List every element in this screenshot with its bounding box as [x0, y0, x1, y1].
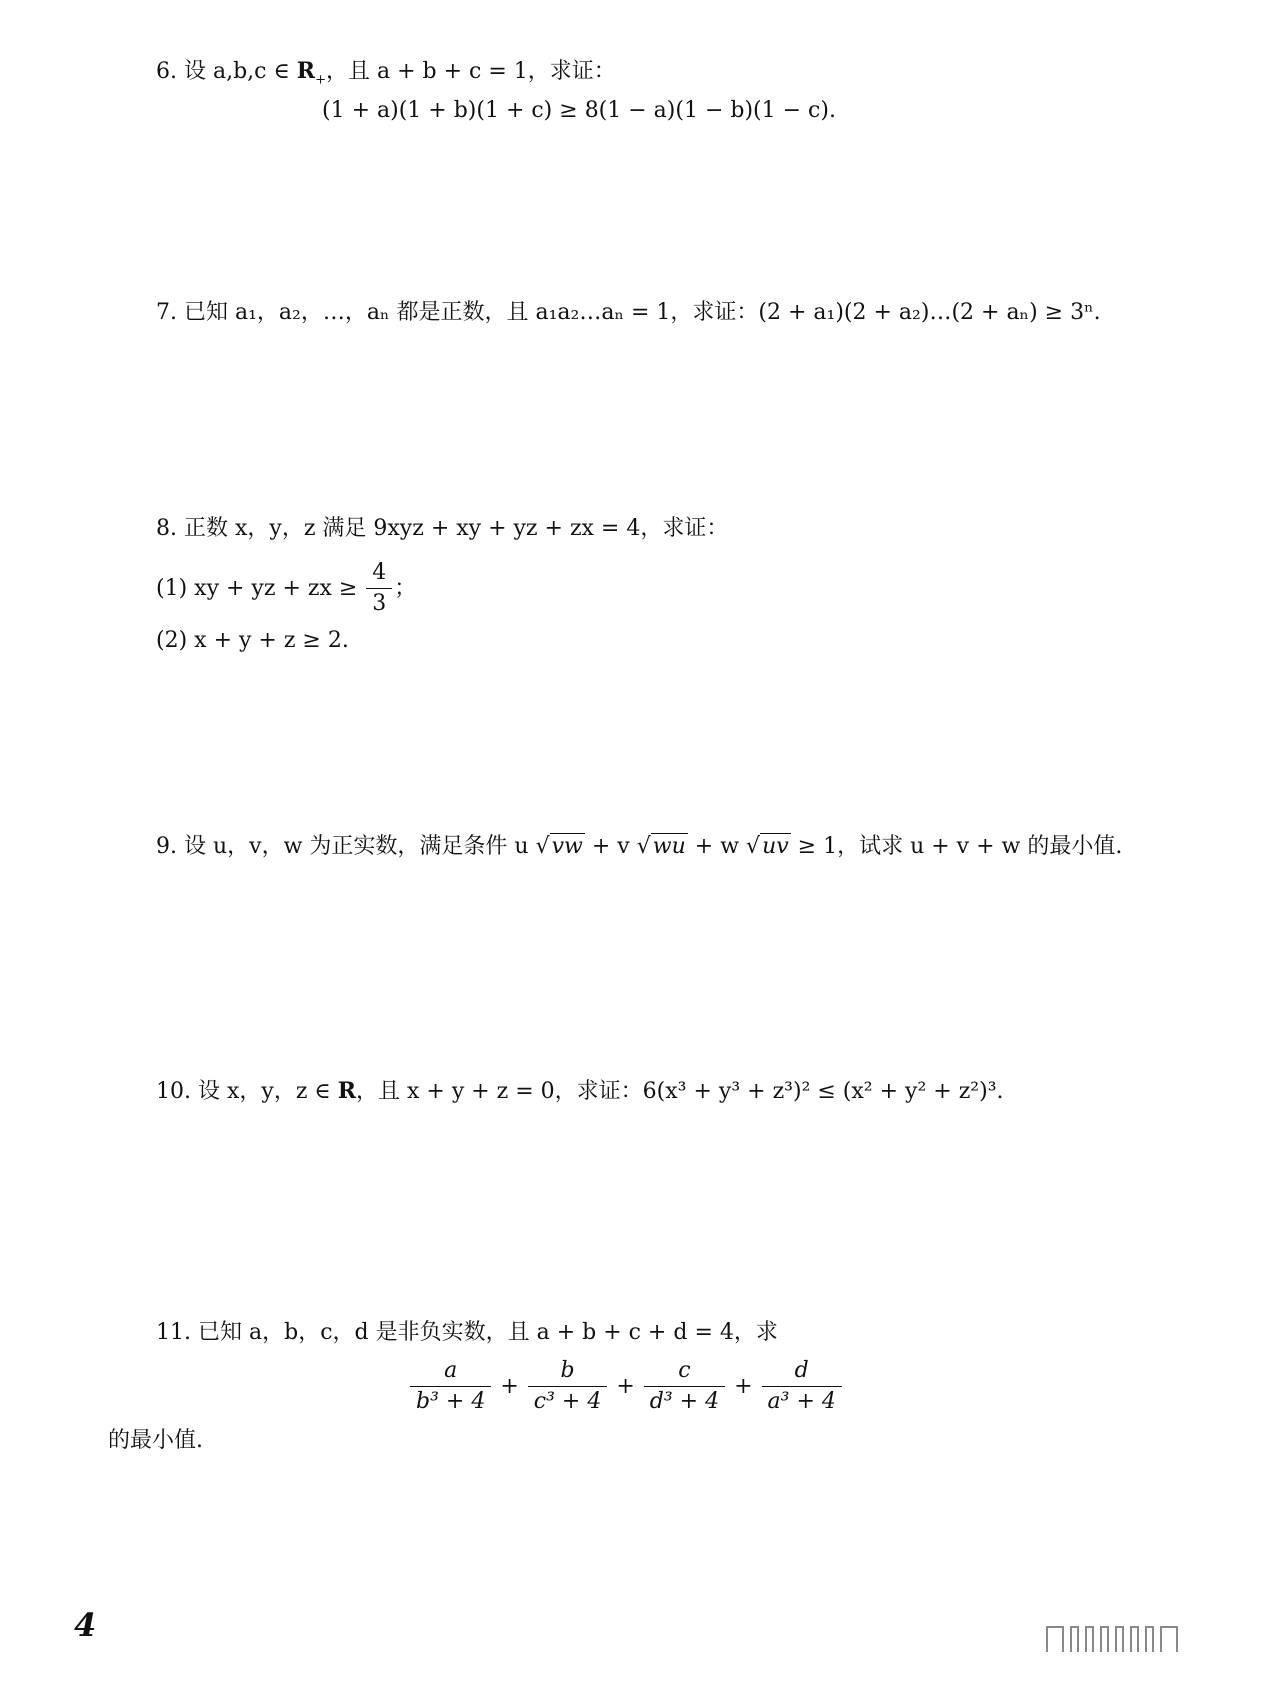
- problem-8-part-2-expr: x + y + z ≥ 2.: [194, 628, 349, 653]
- problem-6-set: R: [296, 58, 316, 84]
- problem-11-text: 已知 a，b，c，d 是非负实数，且 a + b + c + d = 4，求: [198, 1320, 778, 1345]
- fraction-numerator: 4: [366, 560, 392, 589]
- problem-11: [156, 1320, 778, 1346]
- sqrt-vw: √vw: [535, 834, 583, 859]
- problem-8-part-1: [156, 560, 416, 618]
- problem-11-expression: [408, 1358, 844, 1416]
- problem-8-text: 正数 x，y，z 满足 9xyz + xy + yz + zx = 4，求证：: [184, 516, 729, 541]
- mark: [1160, 1626, 1178, 1652]
- fraction-3: $\frac{c}{\text{d³ + 4}}$: [644, 1358, 725, 1416]
- problem-6-set-sub: +: [315, 72, 326, 88]
- fraction-1: $\frac{a}{\text{b³ + 4}}$: [410, 1358, 491, 1416]
- problem-8-fraction: [366, 560, 392, 618]
- mark: [1115, 1626, 1124, 1652]
- problem-6-formula: (1 + a)(1 + b)(1 + c) ≥ 8(1 − a)(1 − b)(1 − c).: [322, 98, 836, 123]
- decorative-marks: [1046, 1626, 1178, 1652]
- problem-11-number: 11.: [156, 1320, 191, 1345]
- sqrt-uv: √uv: [746, 834, 789, 859]
- problem-9-intro: 设 u，v，w 为正实数，满足条件 u: [184, 834, 529, 859]
- problem-8-part-2: [156, 628, 349, 654]
- problem-9-plus-v: + v: [591, 834, 630, 859]
- mark: [1085, 1626, 1094, 1652]
- fraction-2: $\frac{b}{\text{c³ + 4}}$: [528, 1358, 608, 1416]
- problem-8-part-1-end: ；: [394, 575, 417, 601]
- problem-10-intro: 设 x，y，z ∈: [198, 1079, 331, 1104]
- problem-8-part-1-expr: xy + yz + zx ≥: [194, 575, 358, 601]
- problem-9-plus-w: + w: [694, 834, 740, 859]
- plus-sign: +: [734, 1373, 753, 1399]
- problem-11-tail: 的最小值.: [108, 1428, 203, 1453]
- problem-6: [156, 58, 616, 88]
- mark: [1100, 1626, 1109, 1652]
- mark: [1130, 1626, 1139, 1652]
- problem-7: [156, 300, 1101, 326]
- mark: [1046, 1626, 1064, 1652]
- problem-8-number: 8.: [156, 516, 177, 541]
- problem-9: [156, 834, 1122, 860]
- problem-8-part-1-label: (1): [156, 575, 188, 601]
- problem-10-rest: ，且 x + y + z = 0，求证：6(x³ + y³ + z³)² ≤ (x² + y² + z²)³.: [356, 1079, 1004, 1104]
- problem-10-number: 10.: [156, 1079, 191, 1104]
- plus-sign: +: [500, 1373, 519, 1399]
- problem-9-end: ≥ 1，试求 u + v + w 的最小值.: [797, 834, 1123, 859]
- problem-6-intro: 设 a,b,c ∈: [184, 59, 290, 84]
- problem-9-number: 9.: [156, 834, 177, 859]
- fraction-denominator: 3: [372, 591, 387, 617]
- mark: [1070, 1626, 1079, 1652]
- problem-8: [156, 516, 728, 542]
- problem-8-part-2-label: (2): [156, 628, 188, 653]
- sqrt-wu: √wu: [636, 834, 686, 859]
- problem-10-set: R: [337, 1078, 356, 1104]
- problem-6-condition: ，且 a + b + c = 1，求证：: [325, 59, 616, 84]
- page-number: 4: [74, 1606, 97, 1644]
- mark: [1145, 1626, 1154, 1652]
- problem-7-number: 7.: [156, 300, 177, 325]
- plus-sign: +: [616, 1373, 635, 1399]
- fraction-4: $\frac{d}{\text{a³ + 4}}$: [762, 1358, 842, 1416]
- problem-10: [156, 1078, 1004, 1105]
- problem-6-number: 6.: [156, 59, 177, 84]
- problem-7-text: 已知 a₁，a₂，…，aₙ 都是正数，且 a₁a₂…aₙ = 1，求证：(2 + a₁)(2 + a₂)…(2 + aₙ) ≥ 3ⁿ.: [184, 300, 1101, 325]
